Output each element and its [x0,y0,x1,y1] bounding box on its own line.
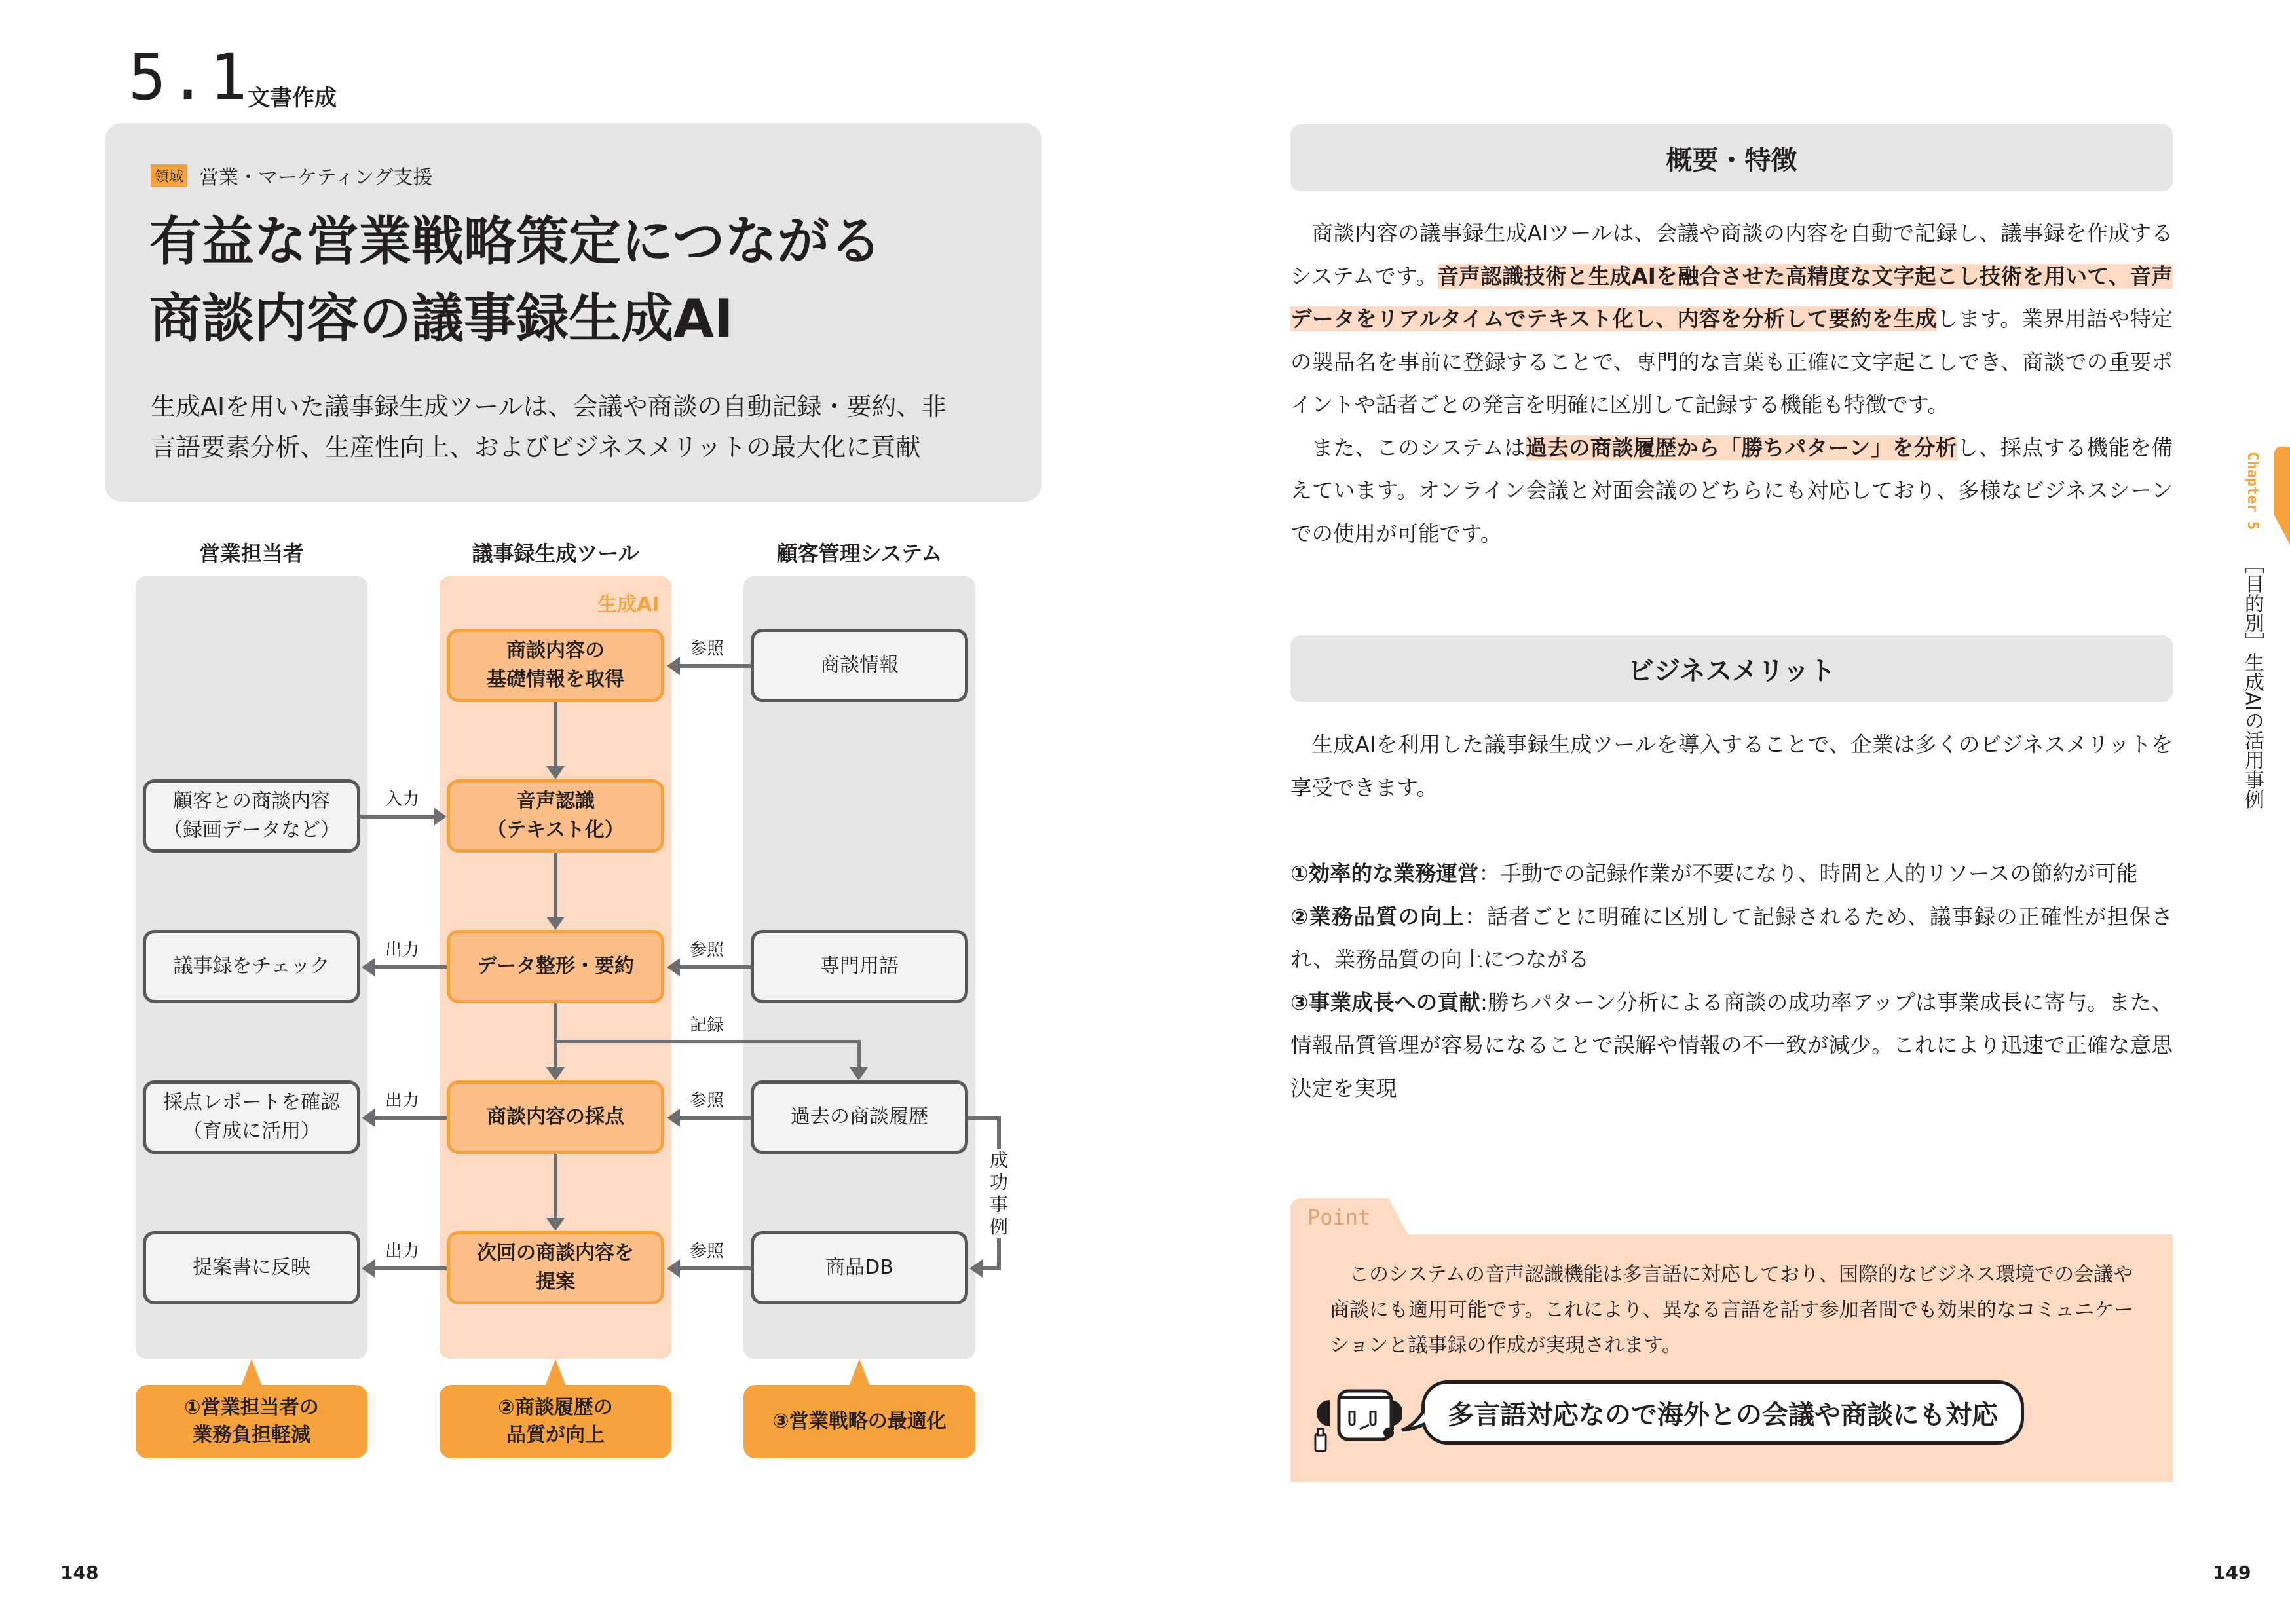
arrow-line [968,1116,1001,1120]
speech-bubble: 多言語対応なので海外との会議や商談にも対応 [1421,1380,2024,1445]
arrow-down-icon [546,917,565,930]
lane-header-crm: 顧客管理システム [776,541,943,566]
page-number-left: 148 [60,1562,99,1583]
section-heading-merits: ビジネスメリット [1290,635,2173,702]
merit-item [1290,896,2173,982]
text: また、このシステムは [1311,435,1526,460]
title-line-2: 商談内容の議事録生成AI [149,288,734,349]
point-label: Point [1307,1205,1371,1230]
box-text: 次回の商談内容を [477,1242,634,1264]
page-subtitle [151,386,1028,468]
box-text: 過去の商談履歴 [791,1105,928,1128]
title-line-1: 有益な営業戦略策定につながる [149,211,882,272]
arrow-line [373,1116,447,1120]
lane-header-tool: 議事録生成ツール [472,541,639,566]
flow-box-check-report [143,1080,360,1154]
robot-headset-mascot-icon [1310,1382,1402,1454]
arrow-left-icon [362,1109,375,1127]
arrow-line [679,1116,751,1120]
merit-title: ③事業成長への貢献 [1290,989,1481,1015]
subtitle-line-1: 生成AIを用いた議事録生成ツールは、会議や商談の自動記録・要約、非 [151,392,947,421]
box-text: 採点レポートを確認 [163,1091,340,1114]
flow-box-summarize [447,930,664,1003]
merits-list [1290,853,2173,1110]
domain-text: 営業・マーケティング支援 [199,166,433,189]
box-text: 提案 [536,1270,575,1293]
merits-intro [1290,724,2173,809]
box-text: 提案書に反映 [193,1256,310,1279]
merit-text: 話者ごとに明確に区別して記録されるため、議事録の正確性が担保され、業務品質の向上につながる [1290,904,2173,972]
ai-label: 生成AI [597,593,660,616]
subtitle-line-2: 言語要素分析、生産性向上、およびビジネスメリットの最大化に貢献 [151,433,921,462]
arrow-down-icon [546,766,565,779]
arrow-line [981,1266,1001,1270]
arrow-left-icon [969,1259,983,1278]
text: 商談内容の議事録生成AIツールは、会議や商談の内容を自動で記録し、議事録を作成するシステムです。 [1290,221,2173,289]
lane-header-sales: 営業担当者 [198,541,304,566]
benefit-text: 業務負担軽減 [193,1424,310,1447]
edge-label-ref: 参照 [690,940,724,960]
flow-box-proposal [143,1231,360,1304]
text: します。業界用語や特定の製品名を事前に登録することで、専門的な言葉も正確に文字起こしでき、商談での重要ポイントや話者ごとの発言を明確に区別して記録する機能も特徴です。 [1290,306,2173,417]
box-text: （テキスト化） [487,819,624,841]
box-text: 商談内容の採点 [487,1105,624,1128]
benefit-strategy [743,1385,975,1458]
box-text: 商談情報 [820,654,899,676]
domain-row [151,161,432,190]
arrow-down-icon [546,1218,565,1231]
benefit-pointer [849,1359,870,1386]
box-text: 音声認識 [516,790,595,813]
merit-title: ②業務品質の向上 [1290,904,1465,929]
box-text: 商品DB [825,1256,893,1279]
flow-box-scoring [447,1080,664,1154]
benefit-pointer [545,1359,566,1386]
chapter-label-jp: ［目的別］生成AIの活用事例 [2241,554,2264,809]
box-text: 専門用語 [820,955,899,978]
merit-sep: : [1480,989,1488,1015]
section-name: 文書作成 [248,85,337,111]
edge-label-input: 入力 [385,790,420,809]
edge-label-output: 出力 [385,1242,420,1261]
benefit-pointer [241,1359,262,1386]
arrow-line [554,853,557,918]
flow-box-product-db [751,1231,968,1304]
benefit-text: ①営業担当者の [184,1396,319,1419]
page-number-right: 149 [2213,1562,2251,1583]
box-text: 顧客との商談内容 [173,790,330,813]
arrow-line [679,965,751,969]
merits-intro-text: 生成AIを利用した議事録生成ツールを導入することで、企業は多くのビジネスメリットを享受できます。 [1290,732,2173,800]
box-text: 議事録をチェック [173,955,330,978]
point-text [1330,1257,2135,1363]
flow-box-terminology [751,930,968,1003]
flow-box-get-info [447,629,664,702]
overview-paragraph-2 [1290,427,2173,556]
flow-box-history [751,1080,968,1154]
flow-box-propose [447,1231,664,1304]
point-paragraph: このシステムの音声認識機能は多言語に対応しており、国際的なビジネス環境での会議や商談にも適用可能です。これにより、異なる言語を話す参加者間でも効果的なコミュニケーションと議事録の作成が実現されます。 [1330,1263,2133,1357]
page-title [149,203,882,358]
edge-label-ref: 参照 [690,1091,724,1111]
box-text: 基礎情報を取得 [487,668,624,691]
benefit-sales [136,1385,367,1458]
box-text: 商談内容の [506,639,605,662]
arrow-line [554,702,557,767]
flow-box-check-minutes [143,930,360,1003]
domain-tag: 領域 [151,164,187,187]
edge-label-success: 成功事例 [986,1149,1012,1238]
edge-label-ref: 参照 [690,639,724,659]
box-text: （育成に活用） [183,1120,320,1143]
chapter-label-en: Chapter 5 [2244,452,2261,530]
highlight-text: 過去の商談履歴から「勝ちパターン」を分析 [1525,435,1957,460]
chapter-label [2239,452,2265,809]
arrow-line [554,1003,557,1069]
edge-label-ref: 参照 [690,1242,724,1261]
arrow-line [360,815,435,819]
benefit-text: 品質が向上 [506,1424,605,1447]
merit-item [1290,982,2173,1111]
chapter-tab-marker [2274,447,2290,545]
benefit-text: ③営業戦略の最適化 [772,1410,947,1433]
merit-sep: ： [1464,904,1487,929]
arrow-left-icon [667,657,680,675]
flow-box-deal-info [751,629,968,702]
box-text: データ整形・要約 [477,955,634,978]
edge-label-output: 出力 [385,940,420,960]
edge-label-record: 記録 [690,1016,724,1035]
arrow-line [554,1040,861,1043]
section-number: 5.1 [128,41,250,114]
arrow-left-icon [667,958,680,976]
benefit-quality [440,1385,671,1458]
merit-text: 手動での記録作業が不要になり、時間と人的リソースの節約が可能 [1500,861,2138,886]
arrow-down-icon [850,1067,868,1080]
arrow-line [679,664,751,668]
arrow-line [373,1266,447,1270]
bubble-tail-icon [1400,1408,1427,1434]
box-text: （録画データなど） [163,819,340,841]
arrow-left-icon [362,958,375,976]
merit-item [1290,853,2173,896]
merit-title: ①効率的な業務運営 [1290,861,1479,886]
overview-paragraph-1 [1290,212,2173,427]
edge-label-output: 出力 [385,1091,420,1111]
arrow-left-icon [667,1109,680,1127]
merit-sep: ： [1478,861,1501,886]
section-heading-overview: 概要・特徴 [1290,124,2173,191]
arrow-line [679,1266,751,1270]
benefit-text: ②商談履歴の [498,1396,613,1419]
arrow-down-icon [546,1067,565,1080]
arrow-left-icon [362,1259,375,1278]
arrow-left-icon [667,1259,680,1278]
flow-box-meeting-content [143,779,360,853]
text: し、採点する機能を備えています。オンライン会議と対面会議のどちらにも対応しており、多様なビジネスシーンでの使用が可能です。 [1290,435,2173,546]
highlight-text: 音声認識技術と生成AIを融合させた高精度な文字起こし技術を用いて、音声データをリアルタイムでテキスト化し、内容を分析して要約を生成 [1290,263,2173,331]
arrow-line [857,1040,861,1069]
overview-body [1290,212,2173,555]
flow-box-speech-recognition [447,779,664,853]
merit-text: 勝ちパターン分析による商談の成功率アップは事業成長に寄与。また、情報品質管理が容易になることで誤解や情報の不一致が減少。これにより迅速で正確な意思決定を実現 [1290,989,2173,1101]
arrow-right-icon [434,807,447,826]
arrow-line [373,965,447,969]
arrow-line [554,1154,557,1219]
